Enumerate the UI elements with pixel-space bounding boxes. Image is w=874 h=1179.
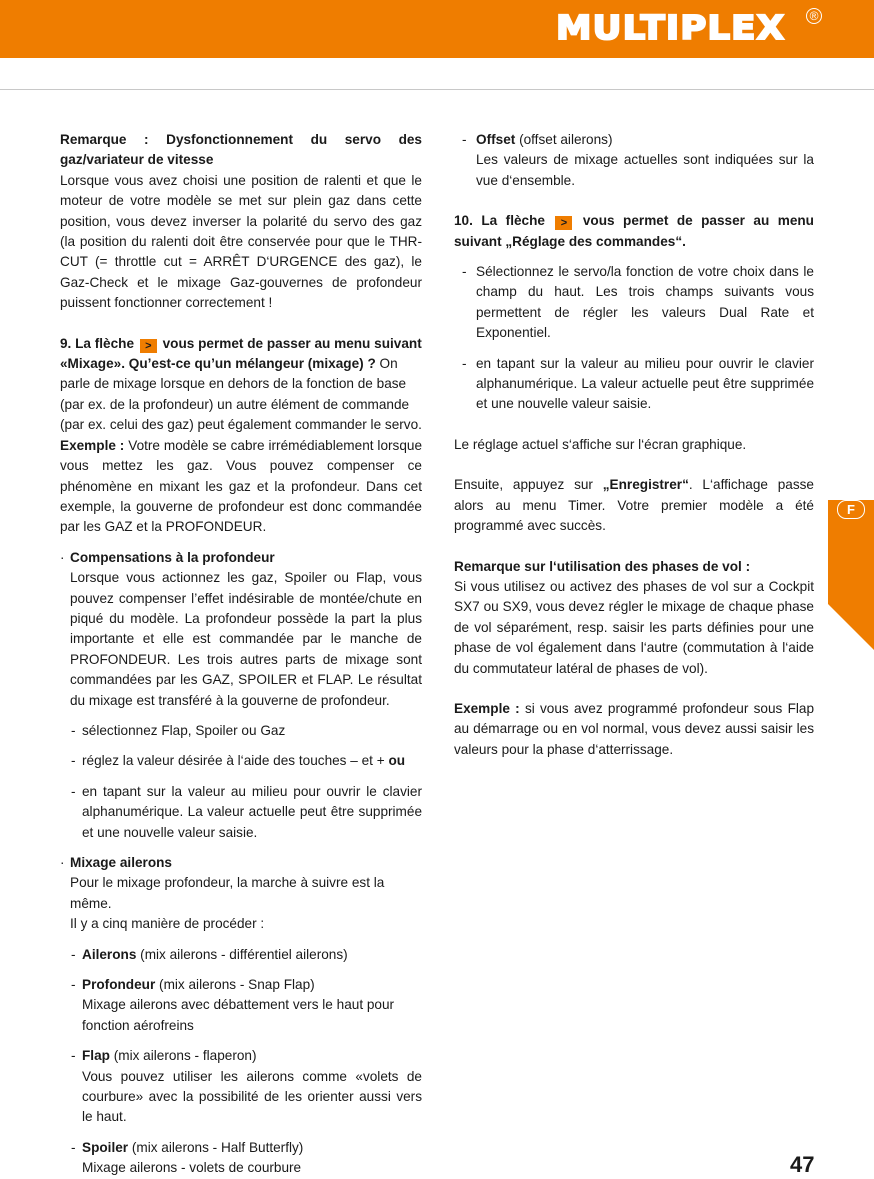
aileron-body-1: Pour le mixage profondeur, la marche à suivre est la même. <box>70 875 385 911</box>
flight-phases-title: Remarque sur l‘utilisation des phases de vol : <box>454 558 751 574</box>
example-paragraph: Exemple : Votre modèle se cabre irrémédiablement lorsque vous mettez les gaz. Vous pouvez compenser ce phénomène en mixant les gaz et la profondeur. Dans cet exemple, la gouverne de profondeur est donc commandée par les GAZ et la PROFONDEUR. <box>60 437 423 535</box>
section-9-body: On parle de mixage lorsque en dehors de la fonction de base (par ex. de la profondeur) un autre élément de commande (par ex. celui des gaz) peut également commander le servo. <box>60 356 422 433</box>
multiplex-logo: MULTIPLEX <box>556 8 786 47</box>
compensation-bullet: · Compensations à la profondeur Lorsque vous actionnez les gaz, Spoiler ou Flap, vous pouvez compenser l’effet indésirable de montée/chute en piqué du modèle. La profondeur possède la part la plus importante et elle est commandée par le manche de PROFONDEUR. Les trois autres parts de mixage sont commandées par les GAZ, SPOILER et FLAP. Le résultat du mixage est transféré à la gouverne de profondeur. <box>60 548 422 711</box>
aileron-item: - Ailerons (mix ailerons - différentiel ailerons) <box>71 946 348 962</box>
example-2-paragraph: Exemple : si vous avez programmé profondeur sous Flap au démarrage ou en vol normal, vous devez aussi saisir les valeurs pour la phase d‘atterrissage. <box>454 700 815 757</box>
compensation-step-3: - en tapant sur la valeur au milieu pour ouvrir le clavier alphanumérique. La valeur actuelle peut être supprimée et une nouvelle valeur saisie. <box>71 783 422 840</box>
remark-title: Remarque : Dysfonctionnement du servo des gaz/variateur de vitesse <box>60 132 422 168</box>
aileron-item: - Spoiler (mix ailerons - Half Butterfly) Mixage ailerons - volets de courbure <box>71 1139 304 1176</box>
language-tab-label: F <box>837 500 865 519</box>
language-side-tab <box>828 500 874 650</box>
current-setting-note: Le réglage actuel s‘affiche sur l‘écran graphique. <box>454 436 747 452</box>
compensation-step-1: - sélectionnez Flap, Spoiler ou Gaz <box>71 722 286 738</box>
registered-mark: ® <box>806 8 822 24</box>
compensation-body: Lorsque vous actionnez les gaz, Spoiler ou Flap, vous pouvez compenser l’effet indésirable de montée/chute en piqué du modèle. La profondeur possède la part la plus importante et elle est commandée par le manche de PROFONDEUR. Les trois autres parts de mixage sont commandées par les GAZ, SPOILER et FLAP. Le résultat du mixage est transféré à la gouverne de profondeur. <box>70 570 422 708</box>
save-paragraph: Ensuite, appuyez sur „Enregistrer“. L‘affichage passe alors au menu Timer. Votre premier modèle a été programmé avec succès. <box>454 477 814 534</box>
left-column <box>60 130 422 1179</box>
offset-item: - Offset (offset ailerons) Les valeurs de mixage actuelles sont indiquées sur la vue d‘ensemble. <box>462 132 814 188</box>
flight-phases-body: Si vous utilisez ou activez des phases de vol sur a Cockpit SX7 ou SX9, vous devez régler le mixage de chaque phase de vol séparément, resp. saisir les parts définies pour une phase de vol également dans l‘autre (commutation à l‘aide du commutateur latéral de phases de vol). <box>454 578 814 676</box>
compensation-step-2: - réglez la valeur désirée à l‘aide des touches – et + ou <box>71 753 406 769</box>
section-10-heading: 10. La flèche > vous permet de passer au menu suivant „Réglage des commandes“. <box>454 213 814 249</box>
compensation-title: Compensations à la profondeur <box>70 549 275 565</box>
aileron-bullet: · Mixage ailerons Pour le mixage profondeur, la marche à suivre est la même. Il y a cinq manière de procéder : <box>60 853 422 935</box>
remark-body: Lorsque vous avez choisi une position de ralenti et que le moteur de votre modèle se met sur plein gaz dans cette position, vous devez inverser la polarité du servo des gaz (la position du ralenti doit être conservée pour que le THR-CUT (= throttle cut = ARRÊT D‘URGENCE des gaz), le Gaz-Check et le mixage Gaz-gouvernes de profondeur puissent fonctionner correctement ! <box>60 172 422 311</box>
next-arrow-icon: > <box>140 339 157 353</box>
right-column <box>454 130 814 760</box>
aileron-body-2: Il y a cinq manière de procéder : <box>70 916 265 932</box>
page-number: 47 <box>790 1152 815 1177</box>
section-9-heading: 9. La flèche > vous permet de passer au menu suivant «Mixage». Qu’est-ce qu’un mélangeur (mixage) ? <box>60 335 422 372</box>
header-divider <box>0 89 874 90</box>
next-arrow-icon: > <box>555 216 572 230</box>
aileron-item: - Flap (mix ailerons - flaperon) Vous pouvez utiliser les ailerons comme «volets de courbure» avec la possibilité de les orienter aussi vers le haut. <box>71 1048 422 1125</box>
section-10-step-1: - Sélectionnez le servo/la fonction de votre choix dans le champ du haut. Les trois champs suivants vous permettent de régler les valeurs Dual Rate et Exponentiel. <box>462 264 814 341</box>
aileron-title: Mixage ailerons <box>70 855 172 870</box>
section-10-step-2: - en tapant sur la valeur au milieu pour ouvrir le clavier alphanumérique. La valeur actuelle peut être supprimée et une nouvelle valeur saisie. <box>462 355 814 412</box>
aileron-item: - Profondeur (mix ailerons - Snap Flap) Mixage ailerons avec débattement vers le haut pour fonction aérofreins <box>71 977 395 1033</box>
